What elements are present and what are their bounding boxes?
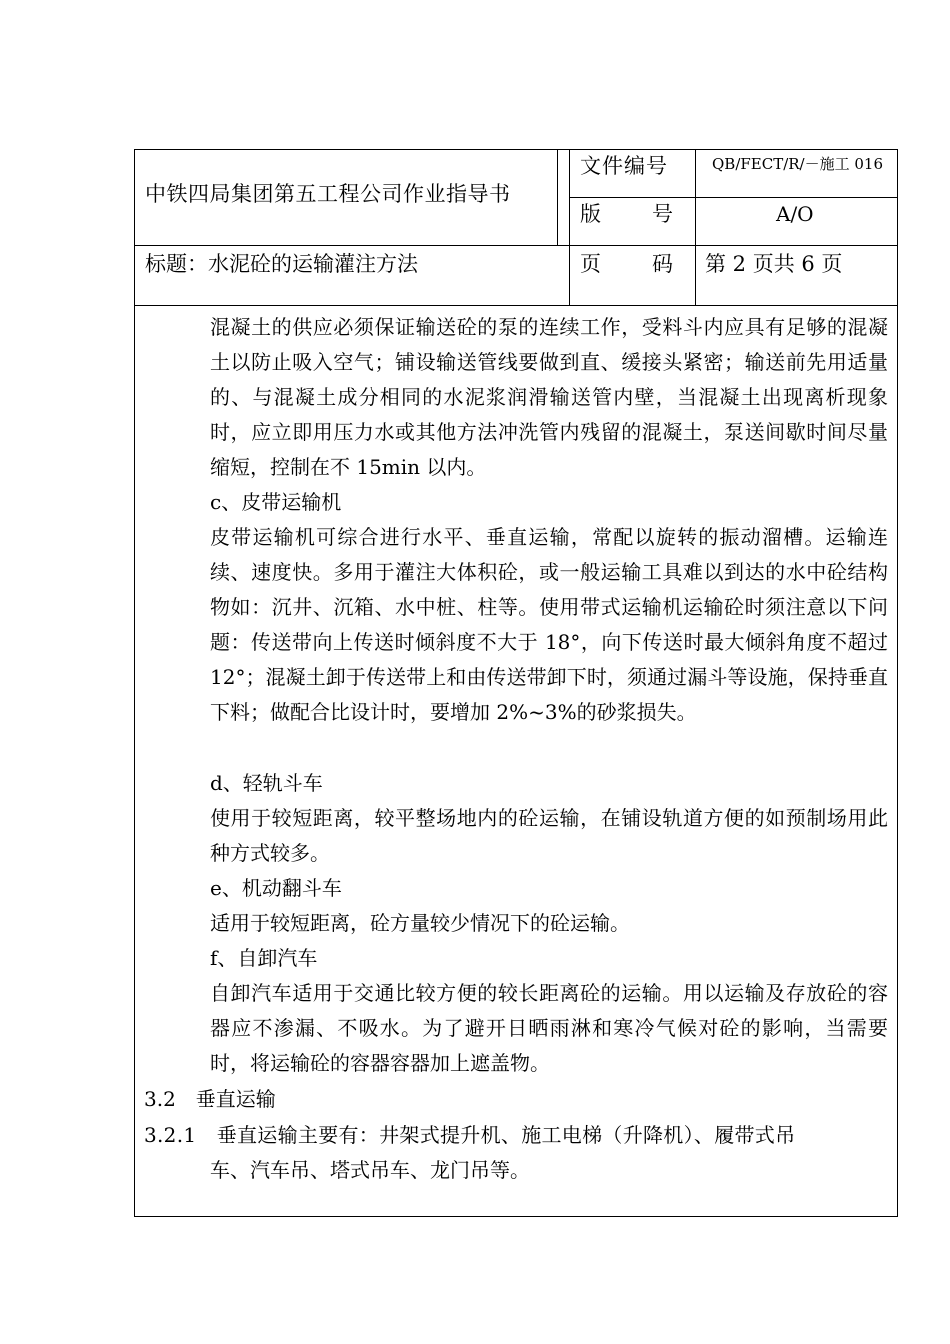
header-divider-h1 [569, 197, 898, 198]
header-divider-v1 [569, 149, 570, 305]
version-value: A/O [776, 202, 814, 226]
header-divider-h2 [134, 245, 898, 246]
paragraph-dump-truck: 自卸汽车适用于交通比较方便的较长距离砼的运输。用以运输及存放砼的容器应不渗漏、不吸水。为了避开日晒雨淋和寒冷气候对砼的影响，当需要时，将运输砼的容器容器加上遮盖物。 [210, 981, 888, 1075]
heading-dump-truck: f、自卸汽车 [210, 946, 318, 970]
file-number-value: QB/FECT/R/－施工 016 [712, 155, 884, 173]
version-label-part1: 版 [580, 202, 601, 226]
section-3-2-heading: 3.2 垂直运输 [144, 1087, 276, 1111]
header-divider-v2 [695, 149, 696, 305]
header-divider-h3 [134, 305, 898, 306]
header-divider-v0 [557, 149, 558, 245]
paragraph-concrete-pump: 混凝土的供应必须保证输送砼的泵的连续工作，受料斗内应具有足够的混凝土以防止吸入空气；铺设输送管线要做到直、缓接头紧密；输送前先用适量的、与混凝土成分相同的水泥浆润滑输送管内壁，当混凝土出现离析现象时，应立即用压力水或其他方法冲洗管内残留的混凝土，泵送间歇时间尽量缩短，控制在不 15min 以内。 [210, 315, 888, 479]
file-number-label: 文件编号 [580, 154, 668, 178]
section-3-2-1-line1: 3.2.1 垂直运输主要有：井架式提升机、施工电梯（升降机）、履带式吊 [144, 1123, 796, 1147]
page-label-part2: 码 [652, 252, 673, 276]
document-title: 标题：水泥砼的运输灌注方法 [145, 252, 418, 276]
paragraph-dumper: 适用于较短距离，砼方量较少情况下的砼运输。 [210, 911, 630, 935]
paragraph-rail-cart: 使用于较短距离，较平整场地内的砼运输，在铺设轨道方便的如预制场用此种方式较多。 [210, 806, 888, 865]
version-label-part2: 号 [652, 202, 673, 226]
page-number: 第 2 页共 6 页 [705, 252, 843, 276]
company-title: 中铁四局集团第五工程公司作业指导书 [145, 182, 511, 206]
heading-dumper: e、机动翻斗车 [210, 876, 342, 900]
section-3-2-1-line2: 车、汽车吊、塔式吊车、龙门吊等。 [210, 1158, 530, 1182]
paragraph-belt-conveyor: 皮带运输机可综合进行水平、垂直运输，常配以旋转的振动溜槽。运输连续、速度快。多用于灌注大体积砼，或一般运输工具难以到达的水中砼结构物如：沉井、沉箱、水中桩、柱等。使用带式运输机运输砼时须注意以下问题：传送带向上传送时倾斜度不大于 18°，向下传送时最大倾斜角度不超过 12°；混凝土卸于传送带上和由传送带卸下时，须通过漏斗等设施，保持垂直下料；做配合比设计时，要增加 2%~3%的砂浆损失。 [210, 525, 888, 724]
heading-rail-cart: d、轻轨斗车 [210, 771, 323, 795]
heading-belt-conveyor: c、皮带运输机 [210, 490, 342, 514]
page-label-part1: 页 [580, 252, 601, 276]
